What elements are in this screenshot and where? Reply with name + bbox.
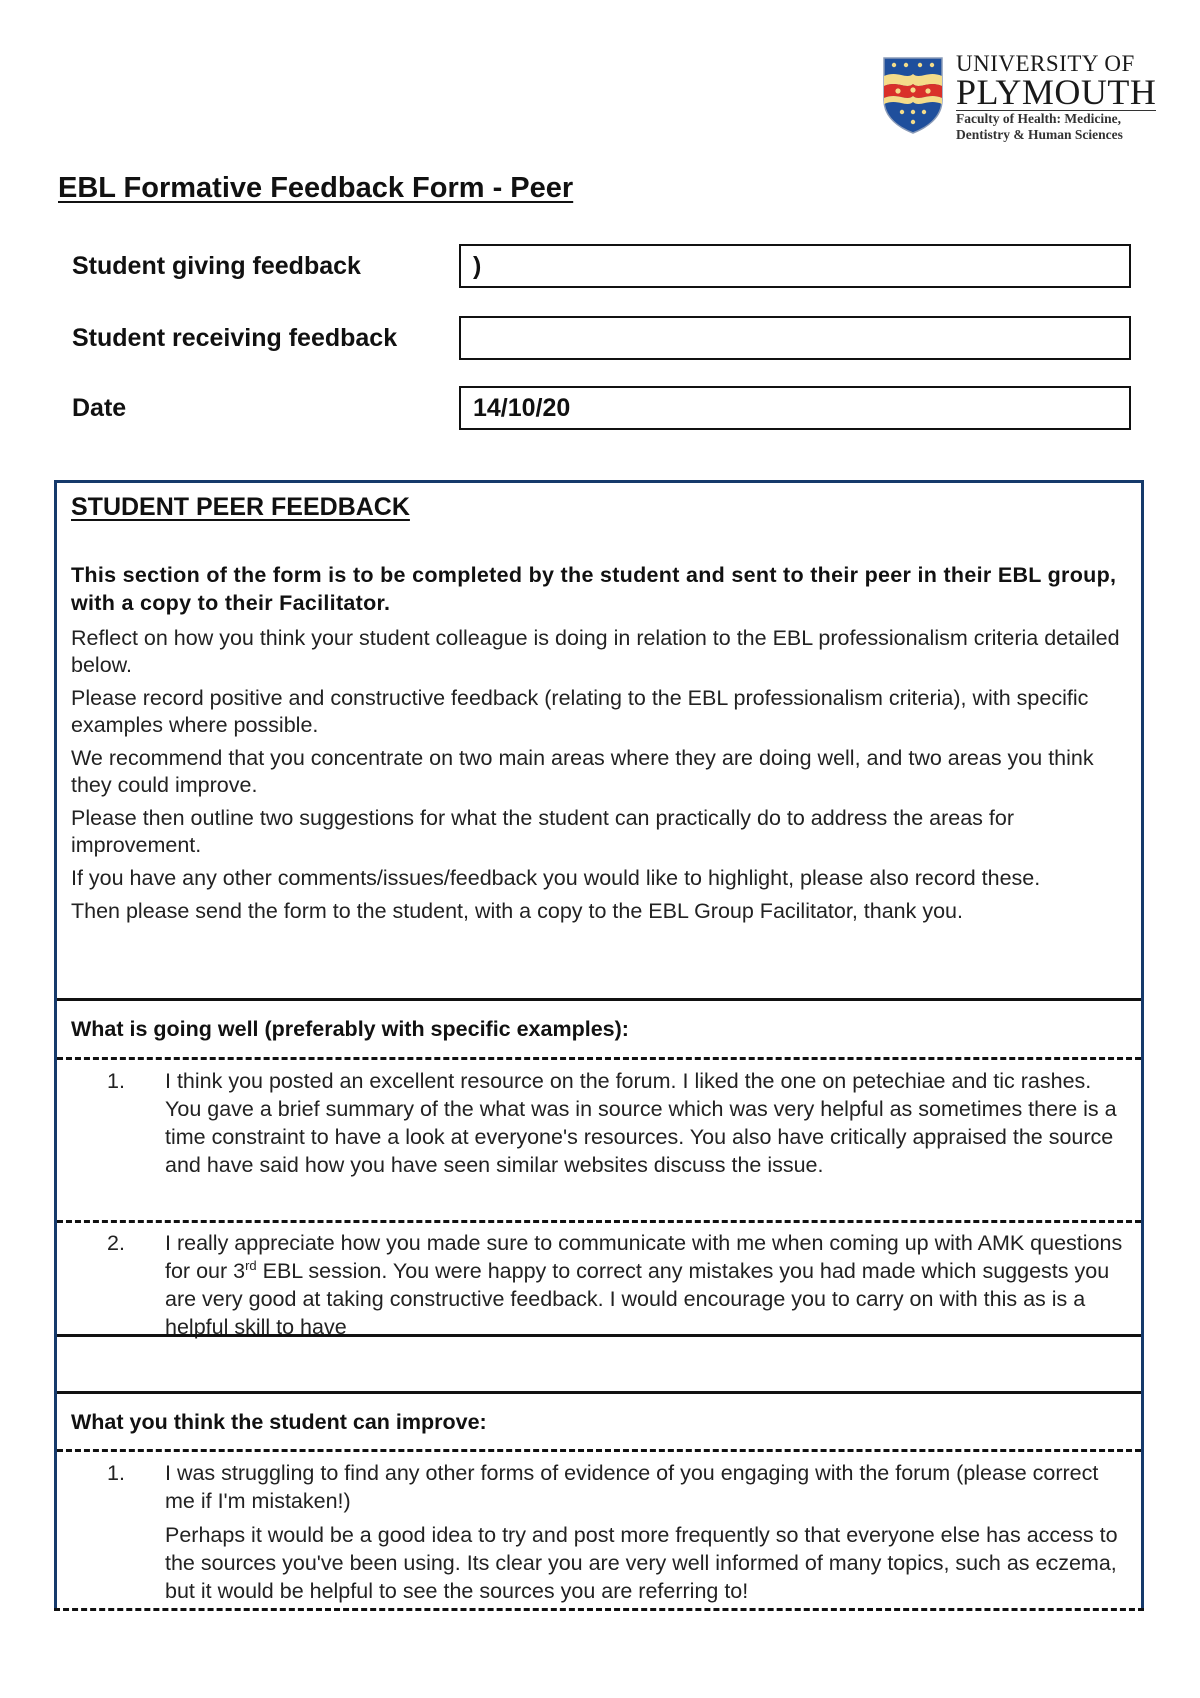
item-text: I really appreciate how you made sure to communicate with me when coming up with AMK questions for our 3rd EBL session. You were happy to correct any mistakes you had made which suggests you are very good at taking constructive feedback. I would encourage you to carry on with this as is a helpful skill to have bbox=[165, 1231, 1123, 1339]
student-giving-feedback-field[interactable]: ) bbox=[459, 244, 1131, 288]
instruction-paragraph: Reflect on how you think your student colleague is doing in relation to the EBL professionalism criteria detailed below. bbox=[71, 626, 1120, 677]
empty-row[interactable] bbox=[57, 1337, 1141, 1391]
item-number: 1. bbox=[107, 1461, 125, 1485]
student-peer-feedback-panel bbox=[54, 480, 1144, 1610]
date-label: Date bbox=[72, 394, 127, 422]
panel-intro: This section of the form is to be completed by the student and sent to their peer in their EBL group, with a copy to their Facilitator. bbox=[71, 563, 1117, 615]
item-number: 1. bbox=[107, 1069, 125, 1093]
logo-line-1: UNIVERSITY OF bbox=[956, 51, 1135, 76]
page-title: EBL Formative Feedback Form - Peer bbox=[58, 172, 574, 204]
item-text: I think you posted an excellent resource on the forum. I liked the one on petechiae and tic rashes. You gave a brief summary of the what was in source which was very helpful as sometimes there is a time constraint to have a look at everyone's resources. You also have critically appraised the source and have said how you have seen similar websites discuss the issue. bbox=[165, 1069, 1117, 1177]
university-logo bbox=[882, 52, 1162, 147]
instruction-paragraph: We recommend that you concentrate on two main areas where they are doing well, and two areas you think they could improve. bbox=[71, 746, 1094, 797]
student-receiving-feedback-label: Student receiving feedback bbox=[72, 324, 398, 352]
dashed-divider bbox=[57, 1057, 1141, 1060]
instruction-paragraph: Please then outline two suggestions for what the student can practically do to address the areas for improvement. bbox=[71, 806, 1014, 857]
going-well-heading: What is going well (preferably with specific examples): bbox=[71, 1017, 629, 1041]
section-divider bbox=[57, 1391, 1141, 1394]
panel-heading: STUDENT PEER FEEDBACK bbox=[71, 493, 410, 521]
instructions bbox=[71, 625, 1133, 931]
improve-item-1[interactable] bbox=[93, 1459, 1133, 1611]
going-well-item-1[interactable] bbox=[93, 1067, 1133, 1179]
student-giving-feedback-label: Student giving feedback bbox=[72, 252, 361, 280]
logo-line-2: PLYMOUTH bbox=[956, 72, 1157, 112]
section-divider bbox=[57, 998, 1141, 1001]
university-crest-icon bbox=[882, 56, 944, 134]
date-field[interactable]: 14/10/20 bbox=[459, 386, 1131, 430]
instruction-paragraph: Please record positive and constructive feedback (relating to the EBL professionalism criteria), with specific examples where possible. bbox=[71, 686, 1089, 737]
dashed-divider bbox=[57, 1449, 1141, 1452]
student-receiving-feedback-field[interactable] bbox=[459, 316, 1131, 360]
dashed-divider bbox=[54, 1608, 1144, 1611]
instruction-paragraph: If you have any other comments/issues/feedback you would like to highlight, please also record these. bbox=[71, 866, 1041, 890]
dashed-divider bbox=[57, 1220, 1141, 1223]
item-text: I was struggling to find any other forms of evidence of you engaging with the forum (please correct me if I'm mistaken!) Perhaps it would be a good idea to try and post more frequently so that everyone else has access to the sources you've been using. Its clear you are very well informed of many topics, such as eczema, but it would be helpful to see the sources you are referring to! bbox=[165, 1461, 1118, 1603]
going-well-item-2[interactable] bbox=[93, 1229, 1133, 1341]
improve-heading: What you think the student can improve: bbox=[71, 1410, 487, 1434]
logo-line-4: Dentistry & Human Sciences bbox=[956, 127, 1123, 142]
logo-line-3: Faculty of Health: Medicine, bbox=[956, 111, 1121, 126]
instruction-paragraph: Then please send the form to the student, with a copy to the EBL Group Facilitator, thank you. bbox=[71, 899, 963, 923]
item-number: 2. bbox=[107, 1231, 125, 1255]
